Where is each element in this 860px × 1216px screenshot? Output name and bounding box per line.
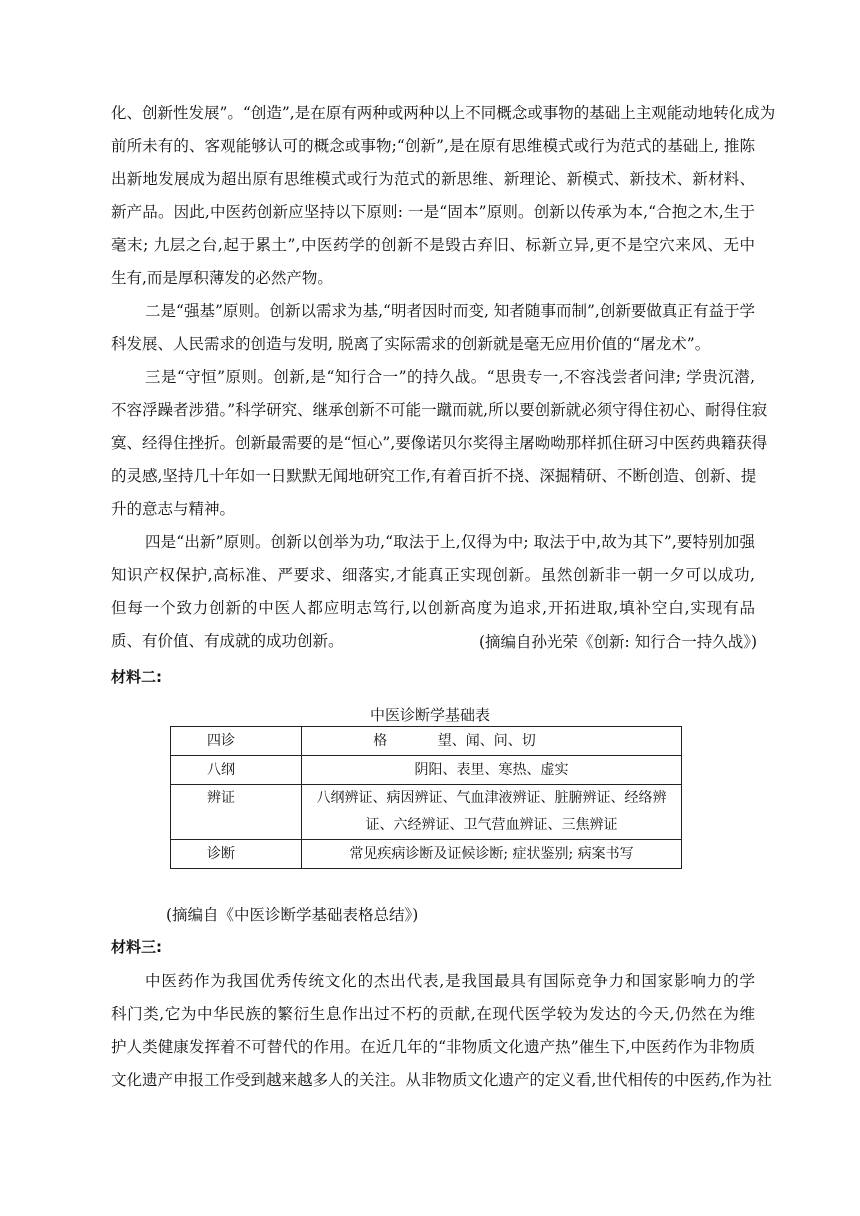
paragraph-line: 生有,而是厚积薄发的必然产物。 [111, 269, 333, 287]
source-citation: (摘编自《中医诊断学基础表格总结》) [166, 906, 419, 924]
paragraph-line: 科门类,它为中华民族的繁衍生息作出过不朽的贡献,在现代医学较为发达的今天,仍然在为维 [111, 1005, 755, 1023]
paragraph-line: 前所未有的、客观能够认可的概念或事物;“创新”,是在原有思维模式或行为范式的基础上, 推陈 [111, 137, 755, 155]
stray-character: 格 [373, 732, 388, 749]
table-value-cell [302, 785, 682, 840]
paragraph-line: 文化遗产申报工作受到越来越多人的关注。从非物质文化遗产的定义看,世代相传的中医药,作为社 [111, 1071, 772, 1089]
table-header-cell: 四诊 [171, 727, 302, 756]
table-value-cell: 阴阳、表里、寒热、虚实 [302, 756, 682, 785]
table-header-cell: 八纲 [171, 756, 302, 785]
paragraph-line: 的灵感,坚持几十年如一日默默无闻地研究工作,有着百折不挠、深掘精研、不断创造、创新、提 [111, 467, 757, 485]
paragraph-line: 质、有价值、有成就的成功创新。 [111, 632, 344, 650]
paragraph-line: 四是“出新”原则。创新以创举为功,“取法于上,仅得为中; 取法于中,故为其下”,要特别加强 [145, 533, 755, 551]
source-citation: (摘编自孙光荣《创新: 知行合一持久战》) [479, 633, 757, 651]
paragraph-line: 不容浮躁者涉猎。”科学研究、继承创新不可能一蹴而就,所以要创新就必须守得住初心、耐得住寂 [111, 401, 768, 419]
section-heading: 材料三: [111, 938, 162, 956]
table-row [171, 785, 682, 840]
table-row [171, 840, 682, 869]
paragraph-line: 中医药作为我国优秀传统文化的杰出代表,是我国最具有国际竞争力和国家影响力的学 [145, 972, 755, 990]
table-value-line: 证、六经辨证、卫气营血辨证、三焦辨证 [365, 817, 618, 833]
paragraph-line: 化、创新性发展”。“创造”,是在原有两种或两种以上不同概念或事物的基础上主观能动地转化成为 [111, 104, 776, 122]
paragraph-line: 寞、经得住挫折。创新最需要的是“恒心”,要像诺贝尔奖得主屠呦呦那样抓住研习中医药典籍获得 [111, 434, 768, 452]
section-heading: 材料二: [111, 668, 162, 686]
paragraph-line: 但每一个致力创新的中医人都应明志笃行,以创新高度为追求,开拓进取,填补空白,实现有品 [111, 599, 755, 617]
paragraph-line: 科发展、人民需求的创造与发明, 脱离了实际需求的创新就是毫无应用价值的“屠龙术”。 [111, 335, 711, 353]
table-value: 望、闻、问、切 [437, 732, 536, 749]
table-value-cell: 常见疾病诊断及证候诊断; 症状鉴别; 病案书写 [302, 840, 682, 869]
table-title: 中医诊断学基础表 [369, 706, 490, 724]
paragraph-line: 毫末; 九层之台,起于累土”,中医药学的创新不是毁古弃旧、标新立异,更不是空穴来风、无中 [111, 236, 755, 254]
paragraph-line: 三是“守恒”原则。创新,是“知行合一”的持久战。“思贵专一,不容浅尝者问津; 学贵沉潜, [145, 368, 755, 386]
table-row [171, 756, 682, 785]
paragraph-line: 出新地发展成为超出原有思维模式或行为范式的新思维、新理论、新模式、新技术、新材料、 [111, 170, 755, 188]
paragraph-line: 知识产权保护,高标准、严要求、细落实,才能真正实现创新。虽然创新非一朝一夕可以成功, [111, 566, 755, 584]
paragraph-line: 护人类健康发挥着不可替代的作用。在近几年的“非物质文化遗产热”催生下,中医药作为非物质 [111, 1038, 755, 1056]
table-row [171, 727, 682, 756]
table-value-cell [302, 727, 682, 756]
diagnosis-table [170, 726, 682, 869]
paragraph-line: 升的意志与精神。 [111, 500, 236, 518]
table-value-line: 八纲辨证、病因辨证、气血津液辨证、脏腑辨证、经络辨 [316, 790, 667, 806]
table-header-cell: 辨证 [171, 785, 302, 840]
paragraph-line: 二是“强基”原则。创新以需求为基,“明者因时而变, 知者随事而制”,创新要做真正有益于学 [145, 302, 755, 320]
table-header-cell: 诊断 [171, 840, 302, 869]
paragraph-line: 新产品。因此,中医药创新应坚持以下原则: 一是“固本”原则。创新以传承为本,“合抱之木,生于 [111, 203, 755, 221]
